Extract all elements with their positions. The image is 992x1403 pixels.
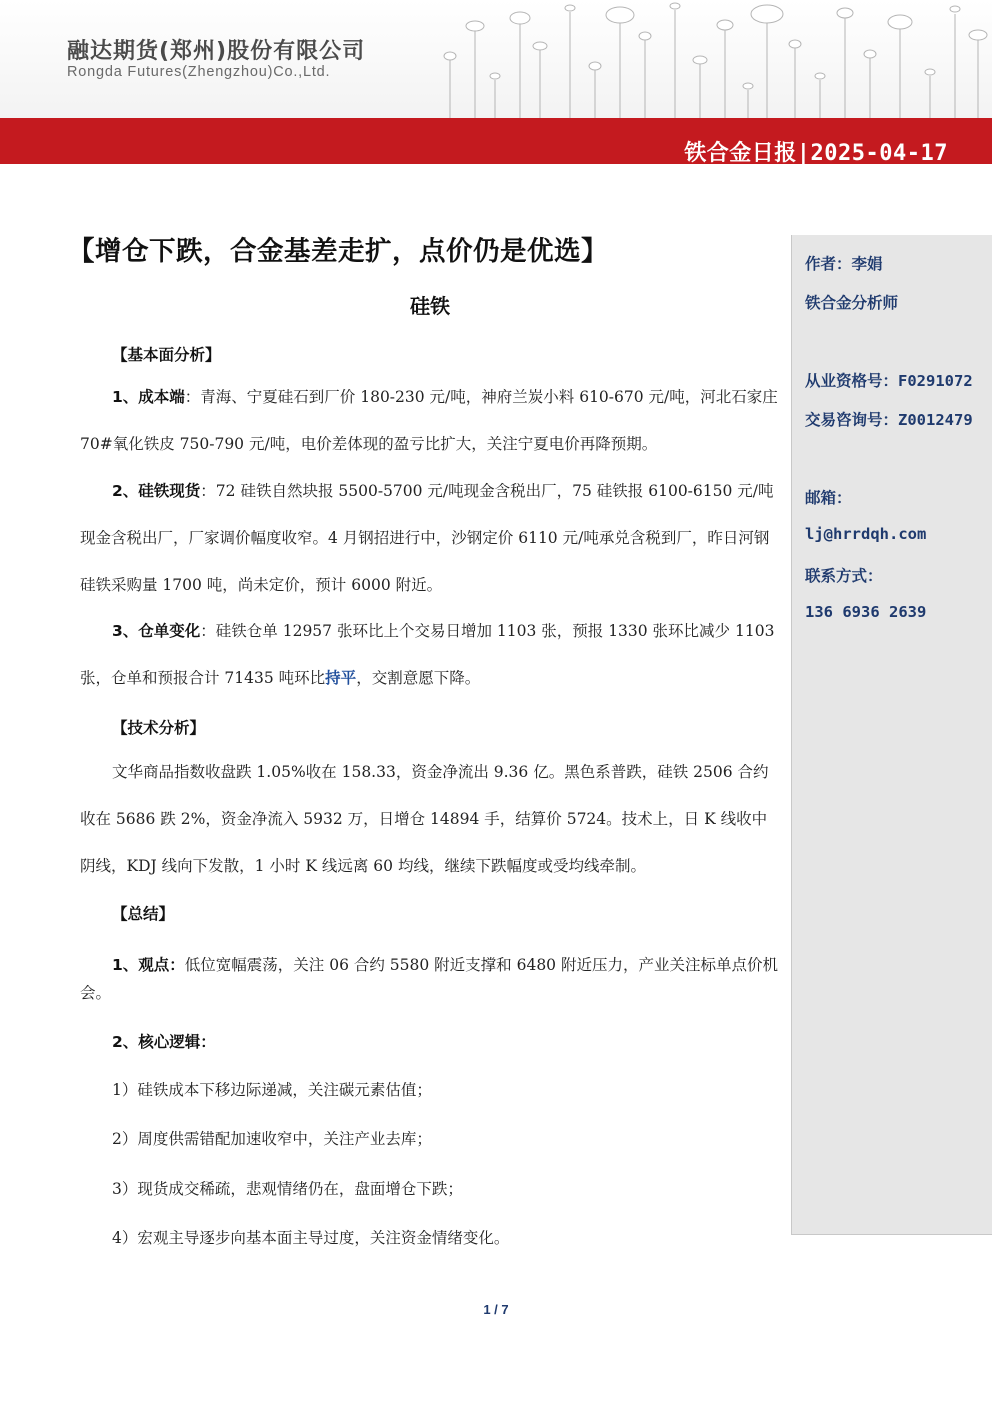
logic-item: 4）宏观主导逐步向基本面主导过度，关注资金情绪变化。 — [112, 1229, 510, 1247]
technical-heading: 【技术分析】 — [112, 719, 206, 737]
logic-item: 1）硅铁成本下移边际递减，关注碳元素估值； — [112, 1081, 432, 1099]
page-number: 1 / 7 — [483, 1302, 509, 1317]
warrant-text-a: ：硅铁仓单 12957 张环比上个交易日增加 1103 张，预报 1330 张环比减少 1103 张，仓单和预报合计 71435 吨环比 — [80, 622, 775, 687]
logic-heading: 2、核心逻辑： — [112, 1033, 216, 1051]
cost-label: 1、成本端 — [112, 388, 185, 406]
logic-item: 3）现货成交稀疏，悲观情绪仍在，盘面增仓下跌； — [112, 1180, 463, 1198]
decorative-pins-graphic — [430, 0, 992, 118]
license-number: 从业资格号：F0291072 — [805, 372, 973, 390]
author-name: 作者：李娟 — [805, 255, 883, 273]
spot-paragraph — [80, 468, 778, 609]
fundamentals-heading: 【基本面分析】 — [112, 346, 221, 364]
warrant-text-b: ，交割意愿下降。 — [356, 669, 481, 687]
logic-item: 2）周度供需错配加速收窄中，关注产业去库； — [112, 1130, 432, 1148]
technical-paragraph: 文华商品指数收盘跌 1.05%收在 158.33，资金净流出 9.36 亿。黑色系普跌，硅铁 2506 合约收在 5686 跌 2%，资金净流入 5932 万，日增仓 14894 手，结算价 5724。技术上，日 K 线收中阴线，KDJ 线向下发散，1 小时 K 线远离 60 均线，继续下跌幅度或受均线牵制。 — [80, 763, 769, 875]
author-role: 铁合金分析师 — [805, 294, 899, 312]
company-name: 融达期货(郑州)股份有限公司 — [67, 39, 366, 64]
summary-heading: 【总结】 — [112, 905, 175, 923]
cost-text: ：青海、宁夏硅石到厂价 180-230 元/吨，神府兰炭小料 610-670 元/吨，河北石家庄 70#氧化铁皮 750-790 元/吨，电价差体现的盈亏比扩大，关注宁夏电价再降预期。 — [80, 388, 778, 453]
report-title-date: 铁合金日报|2025-04-17 — [684, 141, 948, 166]
view-text: 低位宽幅震荡，关注 06 合约 5580 附近支撑和 6480 附近压力，产业关注标单点价机会。 — [80, 956, 778, 1002]
view-label: 1、观点： — [112, 956, 185, 974]
product-subtitle: 硅铁 — [410, 294, 450, 318]
warrant-highlight: 持平 — [325, 669, 357, 687]
email-link[interactable]: lj@hrrdqh.com — [805, 525, 927, 543]
spot-label: 2、硅铁现货 — [112, 482, 201, 500]
phone-number: 136 6936 2639 — [805, 603, 927, 621]
warrant-label: 3、仓单变化 — [112, 622, 201, 640]
consult-number: 交易咨询号：Z0012479 — [805, 411, 973, 429]
view-paragraph — [80, 951, 778, 1007]
cost-paragraph — [80, 374, 778, 468]
spot-text: ：72 硅铁自然块报 5500-5700 元/吨现金含税出厂，75 硅铁报 6100-6150 元/吨现金含税出厂，厂家调价幅度收窄。4 月钢招进行中，沙钢定价 6110 元/吨承兑含税到厂，昨日河钢硅铁采购量 1700 吨，尚未定价，预计 6000 附近。 — [80, 482, 774, 594]
page-header — [0, 0, 992, 118]
contact-label: 联系方式： — [805, 567, 883, 585]
warrant-paragraph — [80, 608, 778, 702]
email-label: 邮箱： — [805, 489, 852, 507]
report-headline: 【增仓下跌，合金基差走扩，点价仍是优选】 — [68, 236, 608, 267]
company-name-en: Rongda Futures(Zhengzhou)Co.,Ltd. — [67, 64, 331, 80]
